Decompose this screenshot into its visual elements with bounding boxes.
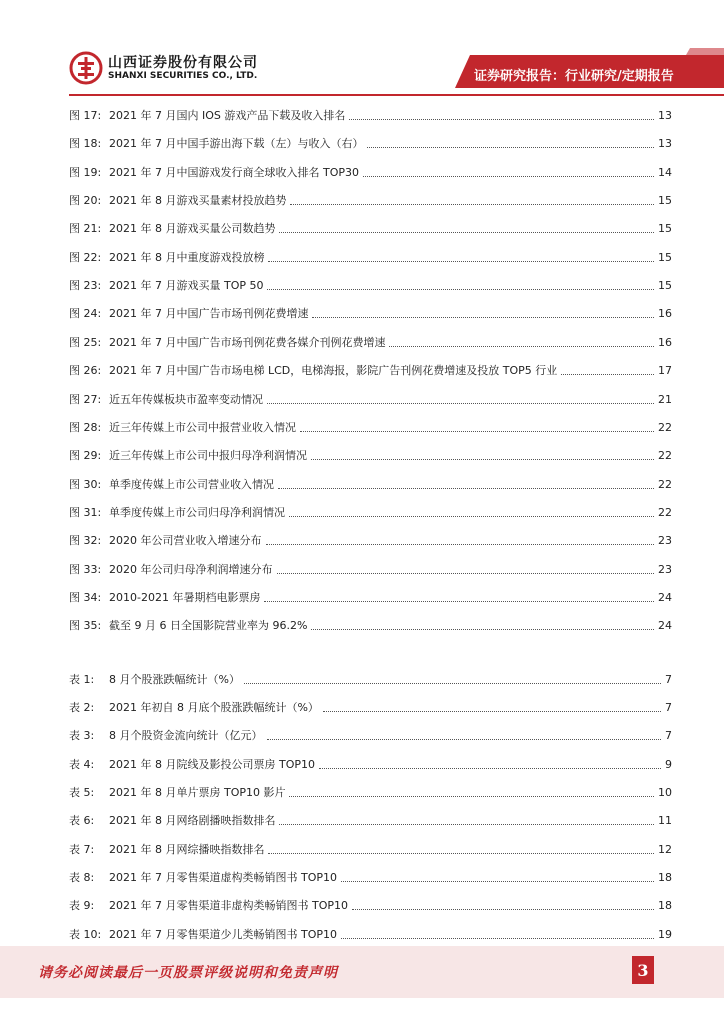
- table-page-number: 7: [665, 672, 672, 686]
- dot-leader: [267, 729, 662, 740]
- figure-number: 图 24:: [69, 307, 102, 320]
- table-number: 表 4:: [69, 758, 95, 771]
- figure-title: 2010-2021 年暑期档电影票房: [109, 591, 261, 604]
- figure-page-number: 15: [658, 278, 672, 292]
- dot-leader: [267, 393, 654, 404]
- dot-leader: [279, 222, 654, 233]
- figure-page-number: 23: [658, 562, 672, 576]
- figure-entry[interactable]: [69, 559, 672, 579]
- figure-title: 近三年传媒上市公司中报营业收入情况: [109, 421, 296, 434]
- figure-page-number: 24: [658, 590, 672, 604]
- table-number: 表 3:: [69, 729, 95, 742]
- table-entry[interactable]: [69, 867, 672, 887]
- table-entry[interactable]: [69, 697, 672, 717]
- table-page-number: 19: [658, 927, 672, 941]
- table-number: 表 5:: [69, 786, 95, 799]
- figure-page-number: 24: [658, 618, 672, 632]
- figure-title: 近三年传媒上市公司中报归母净利润情况: [109, 449, 307, 462]
- page-number-badge: 3: [632, 956, 654, 984]
- dot-leader: [312, 307, 654, 318]
- table-title: 2021 年初自 8 月底个股涨跌幅统计（%）: [109, 701, 319, 714]
- table-page-number: 7: [665, 700, 672, 714]
- dot-leader: [367, 137, 654, 148]
- figure-number: 图 34:: [69, 591, 102, 604]
- dot-leader: [264, 591, 654, 602]
- figure-number: 图 30:: [69, 478, 102, 491]
- figure-number: 图 17:: [69, 109, 102, 122]
- figure-number: 图 22:: [69, 251, 102, 264]
- figure-number: 图 31:: [69, 506, 102, 519]
- figure-entry[interactable]: [69, 474, 672, 494]
- figure-entry[interactable]: [69, 162, 672, 182]
- figure-number: 图 27:: [69, 393, 102, 406]
- figure-number: 图 32:: [69, 534, 102, 547]
- footer-disclaimer: 请务必阅读最后一页股票评级说明和免责声明: [38, 965, 338, 981]
- dot-leader: [389, 336, 654, 347]
- figure-entry[interactable]: [69, 303, 672, 323]
- figure-page-number: 16: [658, 306, 672, 320]
- figure-number: 图 23:: [69, 279, 102, 292]
- table-page-number: 18: [658, 870, 672, 884]
- figure-entry[interactable]: [69, 530, 672, 550]
- figure-title: 近五年传媒板块市盈率变动情况: [109, 393, 263, 406]
- dot-leader: [289, 506, 654, 517]
- figure-entry[interactable]: [69, 190, 672, 210]
- figure-page-number: 15: [658, 250, 672, 264]
- table-number: 表 9:: [69, 899, 95, 912]
- figure-entry[interactable]: [69, 502, 672, 522]
- dot-leader: [277, 563, 655, 574]
- table-number: 表 7:: [69, 843, 95, 856]
- figure-title: 2021 年 8 月游戏买量素材投放趋势: [109, 194, 287, 207]
- table-number: 表 2:: [69, 701, 95, 714]
- table-title: 2021 年 7 月零售渠道虚构类畅销图书 TOP10: [109, 871, 337, 884]
- figure-title: 2020 年公司营业收入增速分布: [109, 534, 262, 547]
- dot-leader: [311, 449, 654, 460]
- table-number: 表 6:: [69, 814, 95, 827]
- dot-leader: [349, 109, 654, 120]
- dot-leader: [561, 364, 654, 375]
- figure-page-number: 14: [658, 165, 672, 179]
- table-page-number: 12: [658, 842, 672, 856]
- page-header: [0, 0, 724, 96]
- figure-page-number: 22: [658, 420, 672, 434]
- dot-leader: [279, 814, 654, 825]
- figure-page-number: 17: [658, 363, 672, 377]
- table-number: 表 1:: [69, 673, 95, 686]
- figure-page-number: 13: [658, 136, 672, 150]
- table-page-number: 10: [658, 785, 672, 799]
- figure-number: 图 20:: [69, 194, 102, 207]
- table-page-number: 18: [658, 898, 672, 912]
- figure-page-number: 13: [658, 108, 672, 122]
- figure-entry[interactable]: [69, 105, 672, 125]
- dot-leader: [267, 279, 654, 290]
- figure-title: 2021 年 7 月中国广告市场电梯 LCD，电梯海报，影院广告刊例花费增速及投放 TOP5 行业: [109, 364, 558, 377]
- figure-number: 图 28:: [69, 421, 102, 434]
- table-entry[interactable]: [69, 754, 672, 774]
- figure-title: 2020 年公司归母净利润增速分布: [109, 563, 273, 576]
- figure-number: 图 26:: [69, 364, 102, 377]
- table-entry[interactable]: [69, 810, 672, 830]
- table-page-number: 9: [665, 757, 672, 771]
- figure-page-number: 22: [658, 505, 672, 519]
- table-title: 8 月个股涨跌幅统计（%）: [109, 673, 240, 686]
- figure-number: 图 19:: [69, 166, 102, 179]
- dot-leader: [363, 166, 654, 177]
- dot-leader: [323, 701, 661, 712]
- figure-entry[interactable]: [69, 218, 672, 238]
- shanxi-securities-logo-icon: [69, 51, 103, 85]
- figure-title: 2021 年 7 月国内 IOS 游戏产品下载及收入排名: [109, 109, 346, 122]
- figure-page-number: 22: [658, 477, 672, 491]
- dot-leader: [319, 758, 661, 769]
- figure-page-number: 16: [658, 335, 672, 349]
- dot-leader: [278, 478, 654, 489]
- figure-title: 2021 年 7 月中国广告市场刊例花费增速: [109, 307, 309, 320]
- company-name-en: SHANXI SECURITIES CO., LTD.: [108, 71, 258, 81]
- dot-leader: [268, 843, 654, 854]
- figure-page-number: 15: [658, 193, 672, 207]
- figure-entry[interactable]: [69, 275, 672, 295]
- figure-number: 图 21:: [69, 222, 102, 235]
- figure-entry[interactable]: [69, 587, 672, 607]
- dot-leader: [352, 899, 654, 910]
- figure-entry[interactable]: [69, 332, 672, 352]
- table-title: 8 月个股资金流向统计（亿元）: [109, 729, 263, 742]
- company-name-cn: 山西证券股份有限公司: [108, 55, 258, 71]
- table-entry[interactable]: [69, 725, 672, 745]
- table-title: 2021 年 8 月院线及影投公司票房 TOP10: [109, 758, 315, 771]
- figure-entry[interactable]: [69, 133, 672, 153]
- table-title: 2021 年 8 月网络剧播映指数排名: [109, 814, 276, 827]
- dot-leader: [266, 534, 655, 545]
- table-number: 表 10:: [69, 928, 102, 941]
- figure-page-number: 22: [658, 448, 672, 462]
- figure-title: 截至 9 月 6 日全国影院营业率为 96.2%: [109, 619, 308, 632]
- figure-title: 2021 年 7 月中国广告市场刊例花费各媒介刊例花费增速: [109, 336, 386, 349]
- table-number: 表 8:: [69, 871, 95, 884]
- dot-leader: [244, 673, 661, 684]
- figure-page-number: 21: [658, 392, 672, 406]
- figure-page-number: 15: [658, 221, 672, 235]
- report-type-label: 证券研究报告：行业研究/定期报告: [474, 69, 674, 84]
- figure-title: 单季度传媒上市公司营业收入情况: [109, 478, 274, 491]
- table-page-number: 7: [665, 728, 672, 742]
- figure-number: 图 33:: [69, 563, 102, 576]
- figure-title: 2021 年 7 月中国手游出海下载（左）与收入（右）: [109, 137, 364, 150]
- figure-entry[interactable]: [69, 389, 672, 409]
- table-entry[interactable]: [69, 895, 672, 915]
- dot-leader: [341, 928, 654, 939]
- figure-number: 图 25:: [69, 336, 102, 349]
- dot-leader: [300, 421, 654, 432]
- dot-leader: [311, 619, 654, 630]
- figure-page-number: 23: [658, 533, 672, 547]
- table-title: 2021 年 7 月零售渠道少儿类畅销图书 TOP10: [109, 928, 337, 941]
- table-entry[interactable]: [69, 839, 672, 859]
- dot-leader: [289, 786, 654, 797]
- dot-leader: [341, 871, 654, 882]
- figure-number: 图 35:: [69, 619, 102, 632]
- figure-title: 2021 年 8 月游戏买量公司数趋势: [109, 222, 276, 235]
- table-title: 2021 年 8 月网综播映指数排名: [109, 843, 265, 856]
- figure-entry[interactable]: [69, 615, 672, 635]
- figure-number: 图 29:: [69, 449, 102, 462]
- table-entry[interactable]: [69, 782, 672, 802]
- figure-entry[interactable]: [69, 445, 672, 465]
- dot-leader: [268, 251, 654, 262]
- figure-entry[interactable]: [69, 417, 672, 437]
- figure-title: 2021 年 7 月中国游戏发行商全球收入排名 TOP30: [109, 166, 359, 179]
- table-title: 2021 年 7 月零售渠道非虚构类畅销图书 TOP10: [109, 899, 348, 912]
- figure-number: 图 18:: [69, 137, 102, 150]
- figure-title: 2021 年 7 月游戏买量 TOP 50: [109, 279, 264, 292]
- figure-entry[interactable]: [69, 360, 672, 380]
- dot-leader: [290, 194, 654, 205]
- table-entry[interactable]: [69, 669, 672, 689]
- table-entry[interactable]: [69, 924, 672, 944]
- table-title: 2021 年 8 月单片票房 TOP10 影片: [109, 786, 286, 799]
- header-divider: [69, 94, 724, 96]
- figure-entry[interactable]: [69, 247, 672, 267]
- table-page-number: 11: [658, 813, 672, 827]
- figure-title: 单季度传媒上市公司归母净利润情况: [109, 506, 285, 519]
- figure-title: 2021 年 8 月中重度游戏投放榜: [109, 251, 265, 264]
